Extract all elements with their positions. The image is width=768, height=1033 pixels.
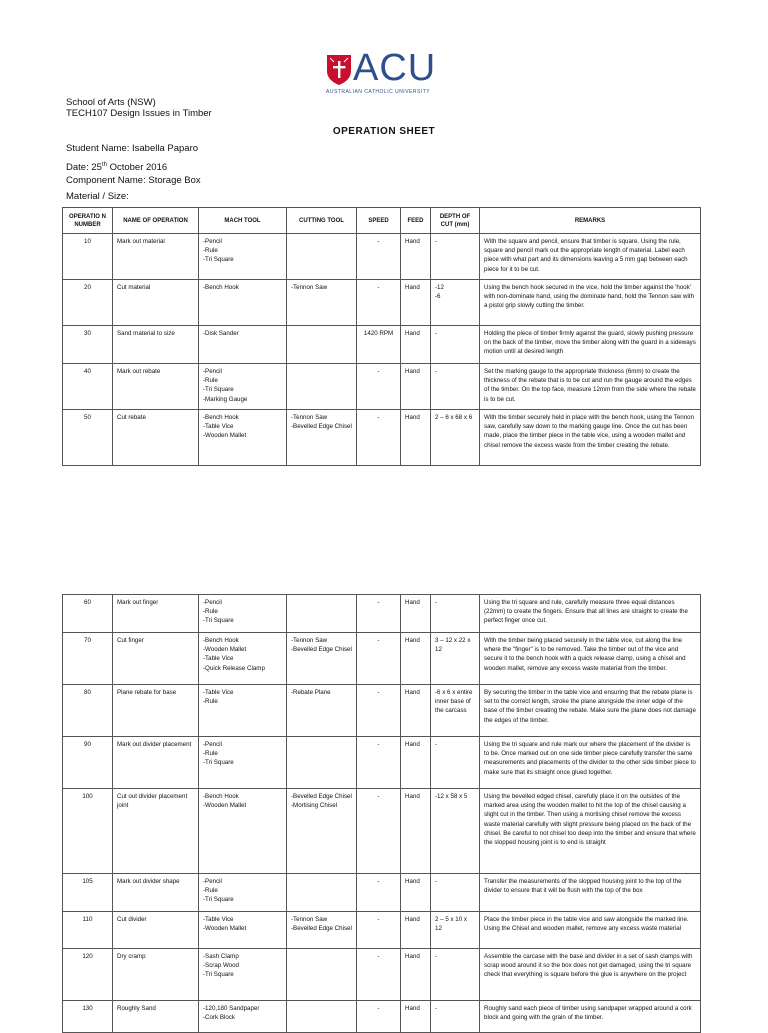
- acu-logo: [326, 47, 446, 99]
- cell-cutting-tool: [287, 874, 357, 912]
- cell-operation-number: 130: [63, 1001, 113, 1033]
- table-row: [63, 364, 701, 410]
- cell-mach-tool-line: -Rule: [203, 698, 218, 706]
- table-row: [63, 685, 701, 737]
- cell-mach-tool-line: -Bench Hook: [203, 284, 239, 291]
- cell-mach-tool-line: -Bench Hook: [203, 414, 239, 421]
- cell-depth-of-cut-line: -: [435, 1005, 438, 1012]
- cell-mach-tool-line: -Rule: [203, 377, 218, 385]
- page-title: OPERATION SHEET: [332, 126, 436, 137]
- cell-depth-of-cut-line: -: [435, 878, 438, 885]
- cell-operation-number: 110: [63, 912, 113, 949]
- cell-mach-tool: [199, 410, 287, 466]
- cell-mach-tool: [199, 234, 287, 280]
- operation-table-page-2: [62, 594, 701, 1033]
- school-name: School of Arts (NSW): [66, 97, 156, 108]
- cell-mach-tool-line: -Pencil: [203, 238, 222, 245]
- cell-mach-tool-line: -Wooden Mallet: [203, 432, 247, 440]
- cell-speed: -: [357, 1001, 401, 1033]
- cell-operation-name: Sand material to size: [113, 326, 199, 364]
- table-row: [63, 949, 701, 1001]
- cell-feed: Hand: [401, 595, 431, 633]
- logo-wordmark: ACU: [353, 47, 437, 89]
- component-name: Component Name: Storage Box: [66, 175, 201, 186]
- cell-depth-of-cut-line: -: [435, 953, 438, 960]
- cell-cutting-tool-line: -Bevelled Edge Chisel: [291, 793, 352, 800]
- table-row: [63, 234, 701, 280]
- cell-feed: Hand: [401, 234, 431, 280]
- cell-remarks: Assemble the carcase with the base and divider in a set of sash clamps with scrap wood around it so the box does not get damaged, using the tri square check that everything is square before the glue is anywhere on the project: [480, 949, 701, 1001]
- cell-cutting-tool: [287, 949, 357, 1001]
- cell-depth-of-cut: [431, 410, 480, 466]
- cell-mach-tool: [199, 280, 287, 326]
- cell-operation-number: 60: [63, 595, 113, 633]
- cell-feed: Hand: [401, 874, 431, 912]
- cell-cutting-tool-line: -Tennon Saw: [291, 916, 328, 923]
- cell-feed: Hand: [401, 737, 431, 789]
- cell-depth-of-cut: [431, 789, 480, 874]
- cell-operation-number: 20: [63, 280, 113, 326]
- cell-operation-number: 30: [63, 326, 113, 364]
- cell-speed: -: [357, 410, 401, 466]
- cell-remarks: Roughly sand each piece of timber using sandpaper wrapped around a cork block and going with the grain of the timber.: [480, 1001, 701, 1033]
- table-header-row: [63, 208, 701, 234]
- cell-depth-of-cut: [431, 685, 480, 737]
- cell-feed: Hand: [401, 912, 431, 949]
- logo-subtitle: AUSTRALIAN CATHOLIC UNIVERSITY: [326, 89, 431, 95]
- cell-cutting-tool-line: -Mortising Chisel: [291, 802, 338, 810]
- cell-remarks: With the timber being placed securely in the table vice, cut along the line where the "finger" is to be removed. Take the timber out of the vice and secure it to the bench hook with a quick release clamp, using a chisel and wooden mallet, remove any excess waste material from the timber.: [480, 633, 701, 685]
- cell-remarks: By securing the timber in the table vice and ensuring that the rebate plane is set to the correct length, stroke the plane alongside the inner edge of the base of the timber creating the rebate. Make sure the plane does not damage the edges of the timber.: [480, 685, 701, 737]
- date-line: Date: 25th October 2016: [66, 162, 168, 174]
- cell-cutting-tool-line: -Tennon Saw: [291, 637, 328, 644]
- cell-depth-of-cut: [431, 874, 480, 912]
- cell-mach-tool: [199, 326, 287, 364]
- cell-operation-name: Cut out divider placement joint: [113, 789, 199, 874]
- cell-mach-tool-line: -Cork Block: [203, 1014, 235, 1022]
- table-row: [63, 410, 701, 466]
- cell-operation-name: Plane rebate for base: [113, 685, 199, 737]
- cell-mach-tool-line: -Rule: [203, 247, 218, 255]
- cell-depth-of-cut: [431, 364, 480, 410]
- table-row: [63, 633, 701, 685]
- cell-cutting-tool: [287, 1001, 357, 1033]
- cell-mach-tool-line: -Rule: [203, 887, 218, 895]
- operation-table-page-1: [62, 207, 701, 466]
- cell-operation-name: Mark out finger: [113, 595, 199, 633]
- cell-operation-number: 10: [63, 234, 113, 280]
- table-row: [63, 874, 701, 912]
- cell-remarks: Holding the piece of timber firmly against the guard, slowly pushing pressure on the back of the timber, move the timber along with the guard in a sideways motion until at desired length: [480, 326, 701, 364]
- cell-feed: Hand: [401, 789, 431, 874]
- cell-operation-name: Cut divider: [113, 912, 199, 949]
- cell-depth-of-cut: [431, 912, 480, 949]
- table-row: [63, 326, 701, 364]
- cell-operation-number: 70: [63, 633, 113, 685]
- cell-depth-of-cut-line: -6: [435, 293, 441, 301]
- cell-mach-tool-line: -Pencil: [203, 878, 222, 885]
- cell-mach-tool-line: -Bench Hook: [203, 637, 239, 644]
- cell-remarks: Using the bench hook secured in the vice, hold the timber against the 'hook' with non-dominate hand, using the dominate hand, hold the Tennon saw with a pistol grip slowly cutting the timber.: [480, 280, 701, 326]
- student-name: Student Name: Isabella Paparo: [66, 143, 199, 154]
- table-row: [63, 789, 701, 874]
- cell-mach-tool-line: -Sash Clamp: [203, 953, 239, 960]
- cell-depth-of-cut: [431, 737, 480, 789]
- cell-mach-tool-line: -Wooden Mallet: [203, 646, 247, 654]
- cell-mach-tool: [199, 595, 287, 633]
- cell-speed: -: [357, 949, 401, 1001]
- col-name-of-operation: NAME OF OPERATION: [113, 208, 199, 234]
- cell-feed: Hand: [401, 326, 431, 364]
- table-row: [63, 280, 701, 326]
- cell-cutting-tool: [287, 234, 357, 280]
- cell-speed: -: [357, 595, 401, 633]
- cell-operation-number: 100: [63, 789, 113, 874]
- cell-remarks: With the square and pencil, ensure that timber is square. Using the rule, square and pencil mark out the appropriate length of material. Label each piece with what part and its dimensions leaving a 5 mm gap between each piece for it to be cut.: [480, 234, 701, 280]
- cell-mach-tool-line: -Wooden Mallet: [203, 925, 247, 933]
- cell-mach-tool-line: -Pencil: [203, 368, 222, 375]
- cell-cutting-tool: [287, 280, 357, 326]
- cell-operation-number: 50: [63, 410, 113, 466]
- cell-mach-tool: [199, 737, 287, 789]
- cell-feed: Hand: [401, 410, 431, 466]
- cell-speed: -: [357, 789, 401, 874]
- cell-mach-tool-line: -Tri Square: [203, 617, 234, 625]
- cell-cutting-tool: [287, 912, 357, 949]
- cell-operation-name: Mark out material: [113, 234, 199, 280]
- cell-cutting-tool-line: -Bevelled Edge Chisel: [291, 925, 352, 933]
- cell-remarks: Using the tri square and rule, carefully measure three equal distances (22mm) to create the fingers. Ensure that all lines are straight to create the perfect finger once cut.: [480, 595, 701, 633]
- cell-cutting-tool-line: -Tennon Saw: [291, 414, 328, 421]
- cell-feed: Hand: [401, 685, 431, 737]
- cell-mach-tool-line: -Marking Gauge: [203, 395, 248, 403]
- cell-mach-tool-line: -Scrap Wood: [203, 962, 239, 970]
- cell-operation-name: Mark out divider shape: [113, 874, 199, 912]
- cell-feed: Hand: [401, 949, 431, 1001]
- col-speed: SPEED: [357, 208, 401, 234]
- cell-speed: -: [357, 234, 401, 280]
- cell-mach-tool-line: -Tri Square: [203, 759, 234, 767]
- cell-speed: -: [357, 912, 401, 949]
- course-name: TECH107 Design Issues in Timber: [66, 108, 212, 119]
- cell-mach-tool-line: -Pencil: [203, 741, 222, 748]
- cell-mach-tool: [199, 874, 287, 912]
- cell-operation-name: Cut material: [113, 280, 199, 326]
- cell-cutting-tool-line: -Rebate Plane: [291, 689, 331, 696]
- cell-mach-tool-line: -Table Vice: [203, 916, 234, 923]
- cell-cutting-tool: [287, 789, 357, 874]
- cell-cutting-tool-line: -Bevelled Edge Chisel: [291, 423, 352, 431]
- col-operation-number: OPERATIO N NUMBER: [63, 208, 113, 234]
- cell-operation-number: 105: [63, 874, 113, 912]
- cell-depth-of-cut-line: -12 x 58 x 5: [435, 793, 468, 800]
- cell-cutting-tool: [287, 364, 357, 410]
- col-remarks: REMARKS: [480, 208, 701, 234]
- cell-cutting-tool: [287, 633, 357, 685]
- cell-operation-number: 90: [63, 737, 113, 789]
- cell-depth-of-cut-line: -: [435, 741, 438, 748]
- cell-cutting-tool: [287, 410, 357, 466]
- cell-remarks: Set the marking gauge to the appropriate thickness (6mm) to create the thickness of the rebate that is to be cut and run the gauge around the edges of the timber. On the top face, measure 12mm from the side where the rebate is to be cut.: [480, 364, 701, 410]
- cell-feed: Hand: [401, 280, 431, 326]
- cell-mach-tool-line: -Rule: [203, 608, 218, 616]
- cell-mach-tool-line: -Tri Square: [203, 971, 234, 979]
- table-row: [63, 737, 701, 789]
- cell-depth-of-cut-line: 2 – 5 x 10 x 12: [435, 916, 467, 933]
- cell-speed: -: [357, 633, 401, 685]
- cell-feed: Hand: [401, 633, 431, 685]
- cell-mach-tool-line: -120,180 Sandpaper: [203, 1005, 260, 1012]
- cell-mach-tool-line: -Quick Release Clamp: [203, 664, 265, 672]
- cell-mach-tool-line: -Pencil: [203, 599, 222, 606]
- cell-mach-tool: [199, 1001, 287, 1033]
- cell-remarks: With the timber securely held in place with the bench hook, using the Tennon saw, carefully saw down to the marking gauge line. Once the cut has been made, place the timber piece in the table vice, using a wooden mallet and chisel remove the excess waste from the timber creating the rebate.: [480, 410, 701, 466]
- cell-cutting-tool: [287, 326, 357, 364]
- cell-mach-tool-line: -Tri Square: [203, 386, 234, 394]
- col-feed: FEED: [401, 208, 431, 234]
- cell-mach-tool: [199, 364, 287, 410]
- cell-speed: -: [357, 280, 401, 326]
- cell-mach-tool-line: -Rule: [203, 750, 218, 758]
- cell-depth-of-cut-line: -: [435, 599, 438, 606]
- cell-mach-tool-line: -Disk Sander: [203, 330, 239, 337]
- cell-mach-tool: [199, 912, 287, 949]
- cell-cutting-tool: [287, 595, 357, 633]
- acu-shield-icon: [326, 54, 352, 86]
- col-mach-tool: MACH TOOL: [199, 208, 287, 234]
- cell-mach-tool-line: -Table Vice: [203, 689, 234, 696]
- cell-operation-name: Mark out divider placement: [113, 737, 199, 789]
- cell-cutting-tool: [287, 685, 357, 737]
- cell-speed: -: [357, 685, 401, 737]
- material-size: Material / Size:: [66, 191, 129, 202]
- cell-mach-tool: [199, 685, 287, 737]
- cell-depth-of-cut: [431, 595, 480, 633]
- cell-depth-of-cut: [431, 1001, 480, 1033]
- cell-depth-of-cut-line: 3 – 12 x 22 x 12: [435, 637, 471, 654]
- cell-mach-tool-line: -Wooden Mallet: [203, 802, 247, 810]
- cell-operation-name: Roughly Sand: [113, 1001, 199, 1033]
- cell-depth-of-cut-line: 2 – 6 x 68 x 6: [435, 414, 473, 421]
- cell-remarks: Place the timber piece in the table vice and saw alongside the marked line. Using the Chisel and wooden mallet, remove any excess waste material: [480, 912, 701, 949]
- table-row: [63, 912, 701, 949]
- cell-operation-number: 80: [63, 685, 113, 737]
- cell-depth-of-cut: [431, 949, 480, 1001]
- col-depth-of-cut: DEPTH OF CUT (mm): [431, 208, 480, 234]
- cell-operation-number: 40: [63, 364, 113, 410]
- cell-operation-number: 120: [63, 949, 113, 1001]
- cell-speed: 1420 RPM: [357, 326, 401, 364]
- cell-remarks: Using the tri square and rule mark our where the placement of the divider is to be. Once marked out on one side timber piece carefully transfer the same measurements and placements of the divider to the other side timber piece to make sure that its straight once glued together.: [480, 737, 701, 789]
- cell-cutting-tool: [287, 737, 357, 789]
- cell-mach-tool-line: -Table Vice: [203, 423, 234, 431]
- cell-speed: -: [357, 737, 401, 789]
- cell-mach-tool-line: -Tri Square: [203, 256, 234, 264]
- cell-cutting-tool-line: -Bevelled Edge Chisel: [291, 646, 352, 654]
- cell-mach-tool: [199, 789, 287, 874]
- col-cutting-tool: CUTTING TOOL: [287, 208, 357, 234]
- cell-mach-tool-line: -Bench Hook: [203, 793, 239, 800]
- cell-mach-tool-line: -Table Vice: [203, 655, 234, 663]
- cell-remarks: Transfer the measurements of the slopped housing joint to the top of the divider to ensure that it will be flush with the top of the box: [480, 874, 701, 912]
- table-row: [63, 595, 701, 633]
- cell-operation-name: Dry cramp: [113, 949, 199, 1001]
- cell-speed: -: [357, 364, 401, 410]
- cell-depth-of-cut-line: -: [435, 330, 438, 337]
- cell-depth-of-cut-line: -6 x 6 x entire inner base of the carcass: [435, 689, 473, 715]
- cell-operation-name: Cut finger: [113, 633, 199, 685]
- cell-depth-of-cut-line: -: [435, 368, 438, 375]
- table-row: [63, 1001, 701, 1033]
- cell-feed: Hand: [401, 364, 431, 410]
- cell-cutting-tool-line: -Tennon Saw: [291, 284, 328, 291]
- cell-depth-of-cut-line: -: [435, 238, 438, 245]
- cell-depth-of-cut: [431, 633, 480, 685]
- cell-operation-name: Cut rebate: [113, 410, 199, 466]
- cell-speed: -: [357, 874, 401, 912]
- cell-mach-tool: [199, 633, 287, 685]
- cell-operation-name: Mark out rebate: [113, 364, 199, 410]
- cell-remarks: Using the bevelled edged chisel, carefully place it on the outsides of the marked area using the wooden mallet to hit the top of the chisel causing a slight cut in the timber. Then using a mortising chisel remove the excess waste material carefully with slight pressure being placed on the back of the chisel. Be careful to not chisel too deep into the timber and ensure that where the slopped housing joint is to end is straight: [480, 789, 701, 874]
- cell-depth-of-cut: [431, 326, 480, 364]
- cell-mach-tool: [199, 949, 287, 1001]
- cell-feed: Hand: [401, 1001, 431, 1033]
- cell-depth-of-cut-line: -12: [435, 284, 444, 291]
- cell-depth-of-cut: [431, 234, 480, 280]
- cell-mach-tool-line: -Tri Square: [203, 896, 234, 904]
- cell-depth-of-cut: [431, 280, 480, 326]
